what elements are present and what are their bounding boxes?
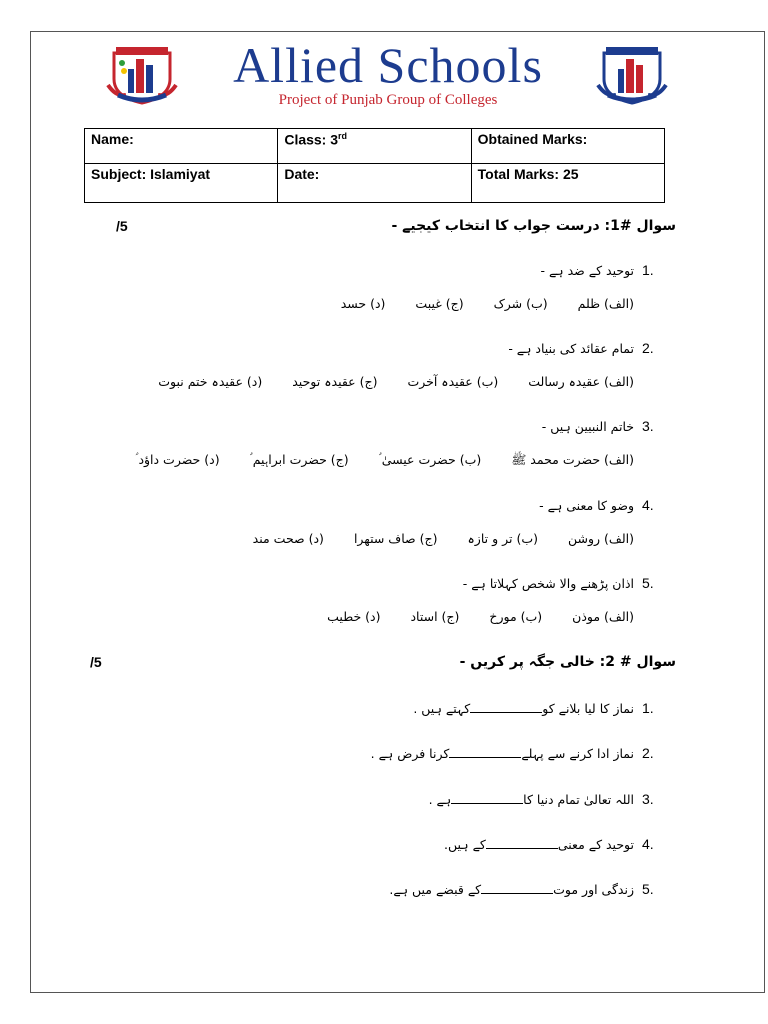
- mcq-number: 2.: [642, 340, 654, 356]
- mcq-options: [223, 531, 634, 546]
- mcq-options: [311, 296, 634, 311]
- mcq-question: اذان پڑھنے والا شخص کہلاتا ہے -: [462, 576, 634, 591]
- obtained-marks-cell[interactable]: Obtained Marks:: [471, 129, 664, 164]
- mcq-option[interactable]: (الف) روشن: [567, 531, 634, 546]
- mcq-option[interactable]: (ب) حضرت عیسیٰ ؑ: [378, 452, 482, 467]
- mcq-option[interactable]: (الف) عقیدہ رسالت: [528, 374, 634, 389]
- section1-marks: /5: [116, 218, 128, 234]
- blank-number: 5.: [642, 881, 654, 897]
- mcq-option[interactable]: (ج) عقیدہ توحید: [292, 374, 378, 389]
- answer-blank[interactable]: [449, 747, 521, 758]
- mcq-question: وضو کا معنی ہے -: [539, 498, 634, 513]
- school-crest-left-icon: [106, 45, 178, 107]
- blank-number: 4.: [642, 836, 654, 852]
- mcq-option[interactable]: (د) عقیدہ ختم نبوت: [158, 374, 263, 389]
- name-cell[interactable]: Name:: [85, 129, 278, 164]
- answer-blank[interactable]: [470, 702, 542, 713]
- mcq-option[interactable]: (ب) عقیدہ آخرت: [407, 374, 499, 389]
- mcq-options: [297, 609, 634, 624]
- class-cell: Class: 3rd: [278, 129, 471, 164]
- blank-number: 2.: [642, 745, 654, 761]
- fill-blank-item: زندگی اور موتکے قبضے میں ہے.: [389, 882, 634, 897]
- mcq-option[interactable]: (الف) موذن: [572, 609, 634, 624]
- answer-blank[interactable]: [481, 883, 553, 894]
- mcq-option[interactable]: (د) حسد: [340, 296, 386, 311]
- mcq-option[interactable]: (د) خطیب: [327, 609, 381, 624]
- blank-number: 3.: [642, 791, 654, 807]
- mcq-option[interactable]: (ب) شرک: [493, 296, 548, 311]
- mcq-question: خاتم النبیین ہیں -: [541, 419, 634, 434]
- date-cell[interactable]: Date:: [278, 164, 471, 203]
- blank-number: 1.: [642, 700, 654, 716]
- section2-title: سوال # 2: خالی جگہ پر کریں -: [459, 654, 676, 670]
- school-header: [100, 37, 660, 112]
- mcq-question: توحید کے ضد ہے -: [540, 263, 634, 278]
- fill-blank-item: نماز ادا کرنے سے پہلےکرنا فرض ہے .: [370, 746, 634, 761]
- section2-marks: /5: [90, 654, 102, 670]
- mcq-number: 1.: [642, 262, 654, 278]
- fill-blank-item: اللہ تعالیٰ تمام دنیا کاہے .: [428, 792, 634, 807]
- student-info-table: [84, 128, 665, 203]
- mcq-option[interactable]: (د) صحت مند: [252, 531, 324, 546]
- mcq-option[interactable]: (ب) مورخ: [489, 609, 543, 624]
- section1-title: سوال #1: درست جواب کا انتخاب کیجیے -: [391, 218, 676, 234]
- mcq-options: [128, 374, 634, 389]
- school-name: Allied Schools: [233, 37, 543, 93]
- mcq-option[interactable]: (ج) استاد: [410, 609, 460, 624]
- mcq-number: 4.: [642, 497, 654, 513]
- mcq-question: تمام عقائد کی بنیاد ہے -: [508, 341, 634, 356]
- mcq-option[interactable]: (ج) حضرت ابراہیم ؑ: [249, 452, 349, 467]
- answer-blank[interactable]: [451, 793, 523, 804]
- mcq-number: 3.: [642, 418, 654, 434]
- school-subtitle: Project of Punjab Group of Colleges: [278, 92, 498, 108]
- fill-blank-item: توحید کے معنیکے ہیں.: [444, 837, 634, 852]
- school-crest-right-icon: [596, 45, 668, 107]
- answer-blank[interactable]: [486, 838, 558, 849]
- mcq-options: [105, 452, 634, 471]
- mcq-option[interactable]: (ج) صاف ستھرا: [353, 531, 438, 546]
- mcq-option[interactable]: (الف) حضرت محمد ﷺ: [511, 452, 634, 467]
- mcq-option[interactable]: (ج) غیبت: [415, 296, 464, 311]
- mcq-option[interactable]: (ب) تر و تازہ: [467, 531, 538, 546]
- mcq-number: 5.: [642, 575, 654, 591]
- mcq-option[interactable]: (الف) ظلم: [577, 296, 634, 311]
- total-marks-cell: Total Marks: 25: [471, 164, 664, 203]
- mcq-option[interactable]: (د) حضرت داؤد ؑ: [135, 452, 220, 467]
- fill-blank-item: نماز کا لیا بلانے کوکہتے ہیں .: [413, 701, 634, 716]
- subject-cell: Subject: Islamiyat: [85, 164, 278, 203]
